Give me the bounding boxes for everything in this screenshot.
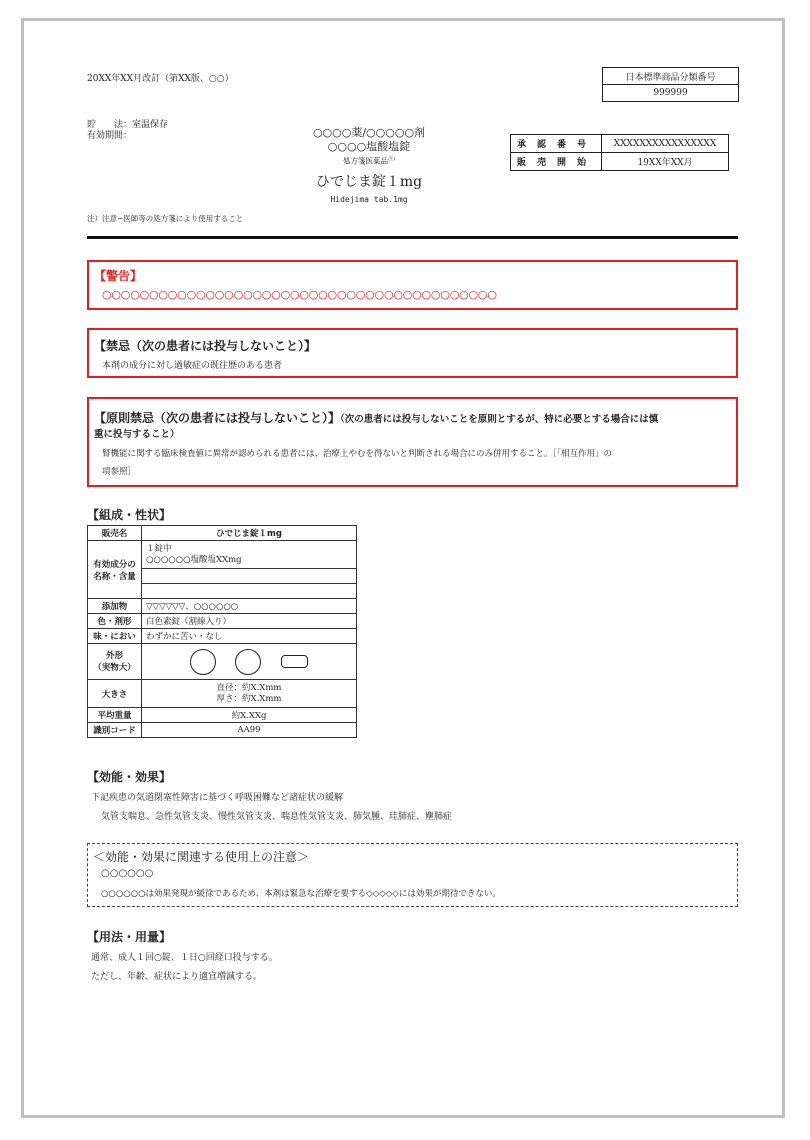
classification-table: [602, 67, 739, 102]
storage-info: 貯 法：室温保存: [87, 120, 169, 130]
active-ingredient-value: １錠中 ○○○○○○塩酸塩XXmg: [142, 541, 357, 569]
contraindication-title: 【禁忌（次の患者には投与しないこと）】: [94, 339, 317, 353]
classification-value: 999999: [603, 85, 739, 102]
efficacy-note-line1: ○○○○○○: [101, 868, 154, 879]
classification-label: 日本標準商品分類番号: [603, 68, 739, 85]
tablet-bottom-view-icon: [235, 649, 261, 675]
document-page: [21, 18, 785, 1118]
sales-start-value: 19XX年XX月: [602, 153, 729, 171]
brand-value: ひでじま錠１mg: [142, 526, 357, 541]
prescription-note: 注）注意−医師等の処方箋により使用すること: [87, 214, 244, 223]
size-label: 大きさ: [88, 680, 142, 708]
dosage-line2: ただし、年齢、症状により適宜増減する。: [91, 972, 263, 982]
title-block: [264, 125, 474, 205]
composition-table: [87, 525, 357, 738]
principle-contra-title-rest: （次の患者には投与しないことを原則とするが、特に必要とする場合には慎: [340, 414, 659, 425]
principle-contra-title: 【原則禁忌（次の患者には投与しないこと）】: [94, 411, 341, 425]
composition-heading: 【組成・性状】: [87, 508, 172, 522]
additive-value: ▽▽▽▽▽▽、○○○○○○: [142, 599, 357, 614]
brand-label: 販売名: [88, 526, 142, 541]
shelf-life: 有効期間：: [87, 131, 133, 141]
contraindication-box: [87, 328, 738, 378]
efficacy-line2: 気管支喘息、急性気管支炎、慢性気管支炎、喘息性気管支炎、肺気腫、珪肺症、塵肺症: [101, 812, 453, 822]
additive-label: 添加物: [88, 599, 142, 614]
shape-drawings: [142, 644, 357, 680]
drug-class: ○○○○薬/○○○○○剤: [312, 126, 426, 139]
warning-box: [87, 260, 738, 310]
size-value: 直径：約X.Xmm 厚さ：約X.Xmm: [142, 680, 357, 708]
product-roman: Hidejima tab.1mg: [330, 194, 408, 204]
active-ingredient-empty-1: [142, 569, 357, 584]
efficacy-heading: 【効能・効果】: [87, 770, 172, 784]
generic-name: ○○○○塩酸塩錠: [327, 140, 411, 153]
warning-text: ○○○○○○○○○○○○○○○○○○○○○○○○○○○○○○○○○○○○○○○○○○: [102, 288, 497, 301]
taste-label: 味・におい: [88, 629, 142, 644]
principle-contraindication-box: [87, 397, 738, 487]
principle-contra-text: 腎機能に関する臨床検査値に異常が認められる患者には、治療上やむを得ないと判断される場合にのみ併用すること。［「相互作用」の: [102, 449, 613, 459]
tablet-side-view-icon: [281, 655, 308, 668]
header-divider: [87, 236, 738, 239]
prescription-label: 処方箋医薬品$^{注)}$: [343, 156, 395, 166]
approval-table: [510, 134, 729, 171]
color-form-label: 色・剤形: [88, 614, 142, 629]
tablet-top-view-icon: [190, 649, 216, 675]
revision-date: 20XX年XX月改訂（第XX版、○○）: [87, 74, 234, 84]
active-ingredient-label: 有効成分の 名称・含量: [88, 541, 142, 599]
shape-label: 外形 （実物大）: [88, 644, 142, 680]
dosage-line1: 通常、成人１回○錠、１日○回経口投与する。: [91, 953, 278, 963]
active-ingredient-empty-2: [142, 584, 357, 599]
warning-title: 【警告】: [94, 269, 143, 283]
efficacy-note-title: ＜効能・効果に関連する使用上の注意＞: [93, 850, 310, 864]
contraindication-text: 本剤の成分に対し過敏症の既往歴のある患者: [102, 361, 283, 371]
efficacy-line1: 下記疾患の気道閉塞性障害に基づく呼吸困難など諸症状の緩解: [91, 793, 344, 803]
weight-value: 約X.XXg: [142, 708, 357, 723]
principle-contra-text2: 項参照］: [102, 467, 137, 477]
code-label: 識別コード: [88, 723, 142, 738]
color-form-value: 白色素錠（割線入り）: [142, 614, 357, 629]
dosage-heading: 【用法・用量】: [87, 930, 172, 944]
principle-contra-title-line2: 重に投与すること）: [94, 429, 180, 440]
taste-value: わずかに苦い・なし: [142, 629, 357, 644]
efficacy-note-box: [87, 843, 738, 907]
weight-label: 平均重量: [88, 708, 142, 723]
approval-number-value: XXXXXXXXXXXXXXXX: [602, 135, 729, 153]
principle-contra-title-line: [94, 407, 734, 426]
approval-number-label: 承認番号: [511, 135, 602, 153]
sales-start-label: 販売開始: [511, 153, 602, 171]
efficacy-note-line2: ○○○○○○は効果発現が緩徐であるため、本剤は緊急な治療を要する◇◇◇◇◇には効果が期待できない。: [101, 889, 501, 899]
product-name: ひでじま錠１mg: [315, 173, 423, 190]
code-value: AA99: [142, 723, 357, 738]
